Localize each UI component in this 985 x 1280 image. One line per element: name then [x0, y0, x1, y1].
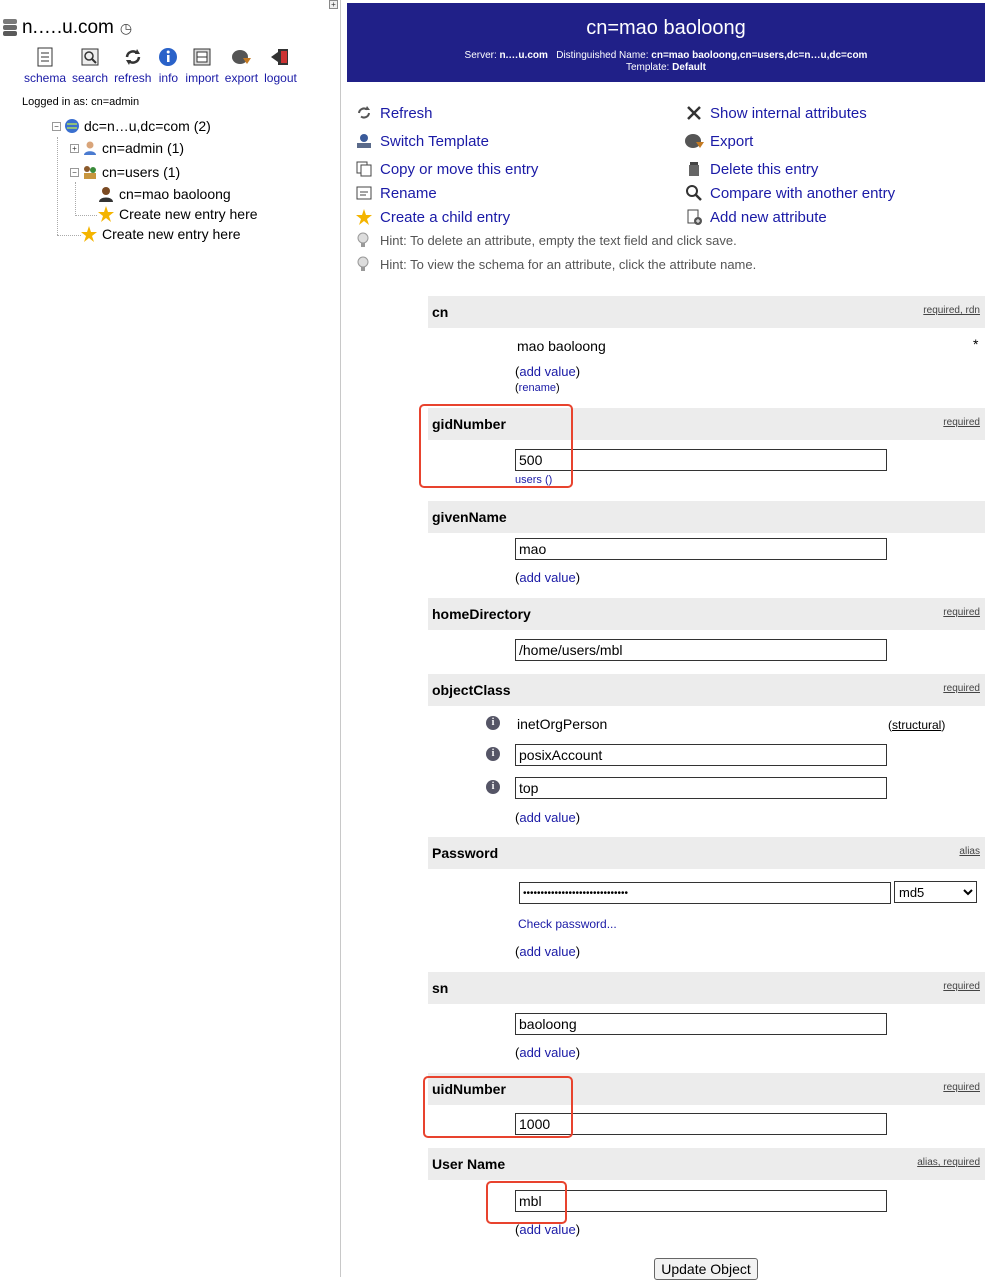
attr-objectclass-add-value: (add value) [515, 810, 581, 825]
refresh-label: refresh [114, 71, 152, 85]
rename-link[interactable]: rename [518, 382, 556, 394]
homedirectory-input[interactable] [515, 639, 887, 661]
tree-node-create-root[interactable] [80, 226, 241, 242]
attr-cn-required-star: * [973, 336, 979, 352]
copy-icon [355, 160, 373, 178]
info-label: info [158, 71, 179, 85]
server-name[interactable]: n.….u.com [22, 17, 114, 38]
schema-icon [34, 46, 56, 68]
schema-label: schema [24, 71, 67, 85]
expand-icon[interactable]: + [70, 144, 79, 153]
search-button[interactable] [72, 46, 108, 85]
star-icon [355, 208, 373, 226]
star-icon [80, 226, 98, 242]
tree-node-entry-label[interactable]: cn=mao baoloong [119, 186, 231, 202]
attr-cn-value: mao baoloong [517, 338, 606, 354]
givenname-input[interactable] [515, 538, 887, 560]
template-label: Template: [625, 62, 670, 73]
objectclass-input-3[interactable] [515, 777, 887, 799]
info-icon[interactable]: i [486, 716, 500, 730]
attr-uidnumber-flags: required [943, 1082, 980, 1093]
attr-password-flags: alias [959, 846, 980, 857]
attr-objectclass-header [428, 674, 985, 706]
attr-cn-flags: required, rdn [923, 305, 980, 316]
collapse-icon[interactable]: − [70, 168, 79, 177]
info-icon [157, 46, 179, 68]
tree-guide-line [75, 215, 97, 216]
tree-pane [0, 0, 341, 1277]
info-icon[interactable]: i [486, 747, 500, 761]
globe-icon [64, 118, 80, 134]
annotation-highlight [423, 1076, 573, 1138]
update-object-button[interactable]: Update Object [654, 1258, 758, 1280]
hint-schema [356, 256, 756, 272]
password-input[interactable] [519, 882, 891, 904]
import-label: import [185, 71, 219, 85]
rename-action[interactable] [355, 184, 437, 202]
tree-guide-line [75, 182, 76, 216]
refresh-action[interactable] [355, 104, 433, 122]
check-password-link[interactable]: Check password... [518, 917, 617, 931]
refresh-button[interactable] [114, 46, 151, 85]
add-value-link[interactable]: add value [519, 1045, 576, 1060]
attr-sn-name[interactable]: sn [432, 980, 449, 996]
dn-value: cn=mao baoloong,cn=users,dc=n…u,dc=com [651, 50, 868, 61]
clock-icon: ◷ [119, 19, 133, 36]
rename-label[interactable]: Rename [380, 184, 437, 202]
attr-cn-name[interactable]: cn [432, 304, 449, 320]
entry-header [347, 3, 985, 82]
lightbulb-icon [356, 232, 370, 248]
attr-sn-flags: required [943, 981, 980, 992]
compare-label[interactable]: Compare with another entry [710, 184, 896, 202]
logged-in-text: Logged in as: cn=admin [22, 96, 140, 108]
create-child-label[interactable]: Create new entry here [119, 206, 258, 222]
server-row[interactable] [0, 16, 132, 40]
attr-password-add-value: (add value) [515, 944, 581, 959]
attr-username-name[interactable]: User Name [432, 1156, 506, 1172]
add-value-link[interactable]: add value [519, 944, 576, 959]
compare-action[interactable] [685, 184, 895, 202]
trash-icon [685, 160, 703, 178]
switch-template-icon [355, 132, 373, 150]
users-group-icon [82, 164, 98, 180]
attr-cn-rename: (rename) [515, 382, 560, 394]
attr-gidnumber-flags: required [943, 417, 980, 428]
tree-guide-line [57, 235, 81, 236]
dn-label: Distinguished Name: [556, 50, 649, 61]
add-value-link[interactable]: add value [519, 810, 576, 825]
entry-title: cn=mao baoloong [586, 17, 746, 39]
compare-icon [685, 184, 703, 202]
create-child-action[interactable] [355, 208, 510, 226]
search-icon [79, 46, 101, 68]
export-icon [230, 46, 252, 68]
attr-gidnumber-name[interactable]: gidNumber [432, 416, 506, 432]
objectclass-structural-note: (structural) [888, 718, 946, 732]
server-icon [0, 17, 20, 39]
delete-label[interactable]: Delete this entry [710, 160, 819, 178]
tree-node-admin-label[interactable]: cn=admin (1) [102, 140, 185, 156]
export-label: export [224, 71, 259, 85]
tools-icon [685, 104, 703, 122]
entry-subtitle [347, 50, 985, 74]
attr-homedirectory-name[interactable]: homeDirectory [432, 606, 531, 622]
attr-uidnumber-name[interactable]: uidNumber [432, 1081, 506, 1097]
import-button[interactable] [185, 46, 218, 85]
attr-username-header [428, 1148, 985, 1180]
attr-givenname-name[interactable]: givenName [432, 509, 507, 525]
tree-node-entry[interactable] [97, 186, 231, 202]
attr-password-name[interactable]: Password [432, 845, 499, 861]
attr-givenname-add-value: (add value) [515, 570, 581, 585]
rename-icon [355, 184, 373, 202]
info-button[interactable] [157, 46, 179, 85]
add-attribute-icon [685, 208, 703, 226]
attr-givenname-header [428, 501, 985, 533]
attr-username-add-value: (add value) [515, 1222, 581, 1237]
server-value: n.…u.com [499, 50, 548, 61]
attr-homedirectory-header [428, 598, 985, 630]
attr-username-flags: alias, required [917, 1157, 980, 1168]
tree-node-create-child[interactable] [97, 206, 258, 222]
hint-schema-text: Hint: To view the schema for an attribute, click the attribute name. [380, 256, 757, 272]
user-icon [82, 140, 98, 156]
tree-node-root[interactable] [52, 118, 211, 134]
collapse-icon[interactable]: − [52, 122, 61, 131]
import-icon [191, 46, 213, 68]
export-button[interactable] [225, 46, 258, 85]
search-label: search [72, 71, 109, 85]
create-child-action-label[interactable]: Create a child entry [380, 208, 511, 226]
gidnumber-group-link[interactable]: users () [515, 474, 553, 486]
annotation-highlight [486, 1181, 567, 1224]
add-value-link[interactable]: add value [519, 1222, 576, 1237]
switch-template-label[interactable]: Switch Template [380, 132, 489, 150]
logout-label: logout [264, 71, 297, 85]
logout-icon [269, 46, 291, 68]
switch-template-action[interactable] [355, 132, 489, 150]
create-root-label[interactable]: Create new entry here [102, 226, 241, 242]
attr-homedirectory-flags: required [943, 607, 980, 618]
add-attribute-label[interactable]: Add new attribute [710, 208, 827, 226]
server-label: Server: [464, 50, 497, 61]
export-icon [683, 130, 705, 152]
tree-toolbar [24, 46, 303, 85]
add-attribute-action[interactable] [685, 208, 827, 226]
hint-delete-text: Hint: To delete an attribute, empty the text field and click save. [380, 232, 737, 248]
person-icon [97, 186, 115, 202]
show-internal-action[interactable] [685, 104, 867, 122]
tree-node-users-label[interactable]: cn=users (1) [102, 164, 181, 180]
copy-move-action[interactable] [355, 160, 538, 178]
attr-objectclass-name[interactable]: objectClass [432, 682, 511, 698]
refresh-action-label[interactable]: Refresh [380, 104, 433, 122]
attr-objectclass-flags: required [943, 683, 980, 694]
password-hash-select[interactable] [894, 881, 977, 903]
delete-action[interactable] [685, 160, 818, 178]
tree-node-root-label[interactable]: dc=n…u,dc=com (2) [84, 118, 211, 134]
add-value-link[interactable]: add value [519, 570, 576, 585]
logout-button[interactable] [264, 46, 297, 85]
export-action-label[interactable]: Export [710, 132, 754, 150]
info-icon[interactable]: i [486, 780, 500, 794]
attr-sn-header [428, 972, 985, 1004]
show-internal-label[interactable]: Show internal attributes [710, 104, 867, 122]
attr-password-header [428, 837, 985, 869]
refresh-icon [122, 46, 144, 68]
tree-node-users[interactable] [70, 164, 180, 180]
objectclass-input-2[interactable] [515, 744, 887, 766]
copy-move-label[interactable]: Copy or move this entry [380, 160, 539, 178]
objectclass-value-1: inetOrgPerson [517, 716, 608, 732]
attr-cn-header [428, 296, 985, 328]
expand-pane-icon[interactable]: + [329, 0, 338, 9]
add-value-link[interactable]: add value [519, 364, 576, 379]
tree-guide-line [57, 137, 58, 235]
export-action[interactable] [683, 130, 753, 152]
template-value: Default [672, 62, 707, 73]
refresh-icon [355, 104, 373, 122]
username-input[interactable] [515, 1190, 887, 1212]
annotation-highlight [419, 404, 573, 488]
lightbulb-icon [356, 256, 370, 272]
sn-input[interactable] [515, 1013, 887, 1035]
attr-sn-add-value: (add value) [515, 1045, 581, 1060]
hint-delete [356, 232, 737, 248]
attr-cn-add-value: (add value) [515, 364, 581, 379]
star-icon [97, 206, 115, 222]
tree-node-admin[interactable] [70, 140, 184, 156]
structural-label: structural [892, 718, 942, 732]
schema-button[interactable] [24, 46, 66, 85]
